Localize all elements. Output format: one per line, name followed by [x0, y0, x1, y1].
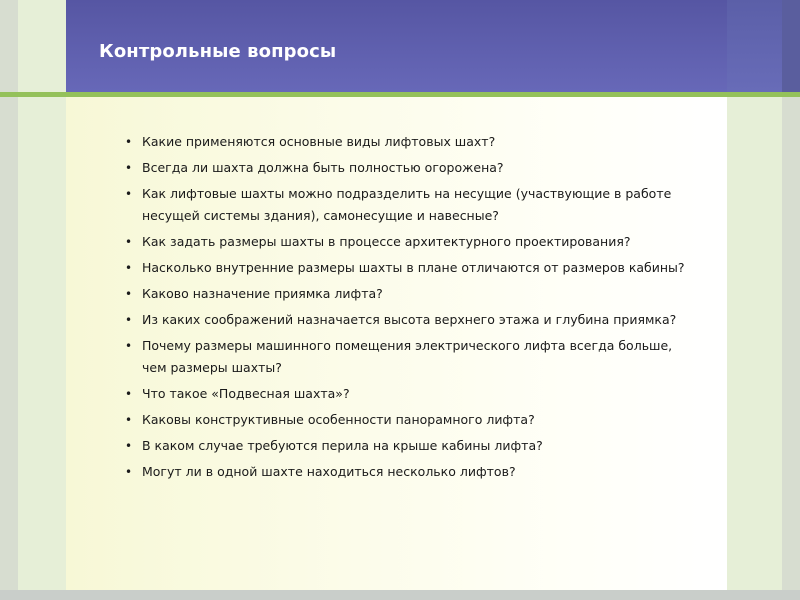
- question-text: Что такое «Подвесная шахта»?: [142, 386, 350, 401]
- question-text: Каковы конструктивные особенности панорамного лифта?: [142, 412, 535, 427]
- bullet-icon: •: [125, 465, 133, 479]
- bullet-icon: •: [125, 235, 133, 249]
- bullet-icon: •: [125, 161, 133, 175]
- question-text: В каком случае требуются перила на крыше кабины лифта?: [142, 438, 543, 453]
- question-item: [125, 409, 700, 431]
- left-inner-stripe: [18, 0, 66, 600]
- title-bar-edge: [782, 0, 800, 92]
- question-text: Как задать размеры шахты в процессе архитектурного проектирования?: [142, 234, 631, 249]
- bullet-icon: •: [125, 287, 133, 301]
- question-text: Могут ли в одной шахте находиться несколько лифтов?: [142, 464, 516, 479]
- question-text: Всегда ли шахта должна быть полностью огорожена?: [142, 160, 504, 175]
- question-text: Как лифтовые шахты можно подразделить на несущие (участвующие в работе несущей системы здания), самонесущие и навесные?: [142, 186, 672, 223]
- question-item: [125, 157, 700, 179]
- bottom-band: [0, 590, 800, 600]
- bullet-icon: •: [125, 261, 133, 275]
- question-list: [125, 131, 700, 487]
- question-item: [125, 283, 700, 305]
- question-text: Каково назначение приямка лифта?: [142, 286, 383, 301]
- bullet-icon: •: [125, 187, 133, 201]
- question-item: [125, 309, 700, 331]
- title-bar-right-segment: [727, 0, 782, 92]
- question-text: Насколько внутренние размеры шахты в плане отличаются от размеров кабины?: [142, 260, 685, 275]
- question-item: [125, 257, 700, 279]
- bullet-icon: •: [125, 313, 133, 327]
- question-item: [125, 335, 700, 379]
- question-text: Почему размеры машинного помещения электрического лифта всегда больше, чем размеры шахты?: [142, 338, 673, 375]
- question-item: [125, 183, 700, 227]
- bullet-icon: •: [125, 135, 133, 149]
- bullet-icon: •: [125, 387, 133, 401]
- slide-title: Контрольные вопросы: [99, 41, 337, 62]
- bullet-icon: •: [125, 413, 133, 427]
- question-item: [125, 131, 700, 153]
- question-item: [125, 435, 700, 457]
- left-outer-stripe: [0, 0, 18, 600]
- question-text: Из каких соображений назначается высота верхнего этажа и глубина приямка?: [142, 312, 677, 327]
- question-item: [125, 231, 700, 253]
- bullet-icon: •: [125, 339, 133, 353]
- question-item: [125, 383, 700, 405]
- question-text: Какие применяются основные виды лифтовых шахт?: [142, 134, 496, 149]
- question-item: [125, 461, 700, 483]
- bullet-icon: •: [125, 439, 133, 453]
